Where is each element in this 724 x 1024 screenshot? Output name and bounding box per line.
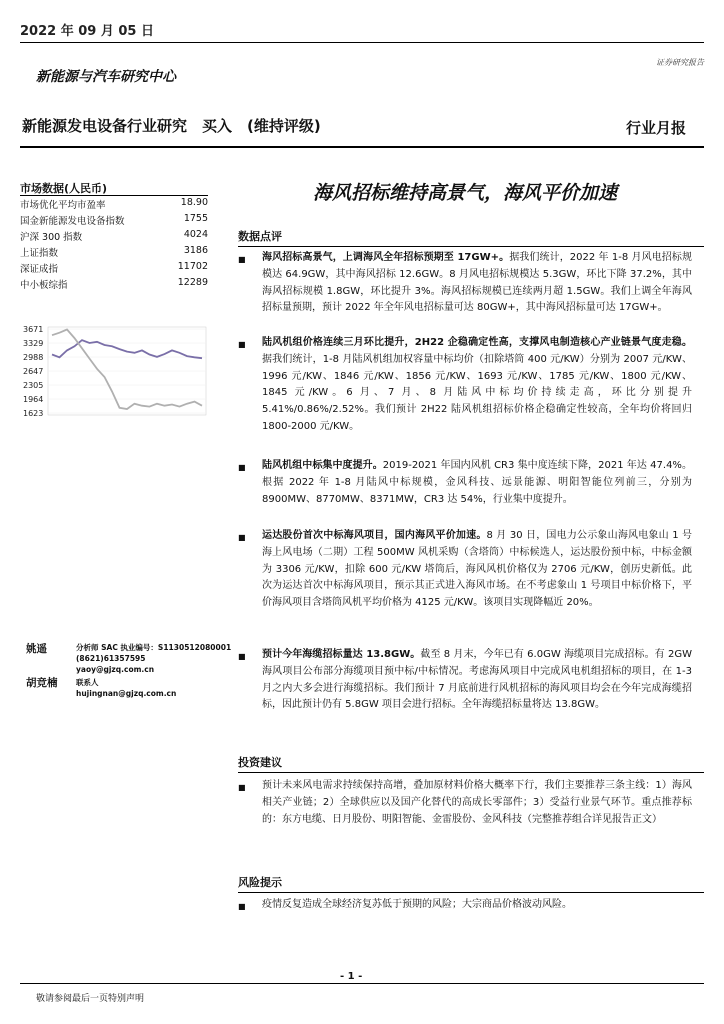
page-number: - 1 - bbox=[340, 971, 363, 982]
header-rule bbox=[20, 146, 704, 148]
section-rule bbox=[238, 246, 704, 247]
analyst-info-line: 联系人 bbox=[76, 678, 99, 687]
index-line-chart bbox=[20, 323, 210, 417]
chart-series bbox=[52, 330, 202, 410]
y-tick-label: 1623 bbox=[23, 409, 44, 417]
paragraph-body: 2019-2021 年国内风机 CR3 集中度连续下降，2021 年达 47.4%。根据 2022 年 1-8 月陆风中标规模，金风科技、远景能源、明阳智能位列前三，分别为 8900MW、8770MW、8371MW，CR3 达 54%，行业集中度提升。 bbox=[262, 460, 692, 505]
y-tick-label: 1964 bbox=[23, 395, 44, 404]
paragraph-lead: 预计今年海缆招标量达 13.8GW。 bbox=[262, 649, 421, 660]
y-tick-label: 2988 bbox=[23, 353, 44, 362]
analyst-info-line: 分析师 SAC 执业编号：S1130512080001 bbox=[76, 643, 232, 652]
market-value: 12289 bbox=[177, 277, 208, 288]
market-label: 深证成指 bbox=[20, 264, 59, 275]
section-heading: 风险提示 bbox=[238, 876, 282, 889]
bullet-square-icon: ■ bbox=[238, 255, 246, 264]
bullet-square-icon: ■ bbox=[238, 533, 246, 542]
paragraph-body: 8 月 30 日，国电力公示象山海风电象山 1 号海上风电场（二期）工程 500MW 风机采购（含塔筒）中标候选人，运达股份预中标，中标金额为 3306 元/KW，扣除 600 元/KW 塔筒后，海风风机价格仅为 2706 元/KW，创历史新低。此次为运达首次中标海风项目，预示其正式进入海风市场。在不考虑象山 1 号项目中标价格下，平价海风项目含塔筒风机平均价格为 4125 元/KW。该项目实现降幅近 20%。 bbox=[262, 530, 693, 609]
bullet-square-icon: ■ bbox=[238, 463, 246, 472]
paragraph bbox=[262, 250, 692, 317]
paragraph bbox=[262, 458, 692, 508]
analyst-info-line: (8621)61357595 bbox=[76, 654, 146, 663]
report-type: 行业月报 bbox=[625, 119, 686, 137]
market-label: 中小板综指 bbox=[20, 280, 68, 291]
footer-rule bbox=[20, 983, 704, 984]
paragraph: 疫情反复造成全球经济复苏低于预期的风险；大宗商品价格波动风险。 bbox=[262, 899, 572, 910]
market-label: 市场优化平均市盈率 bbox=[20, 200, 106, 211]
report-date: 2022 年 09 月 05 日 bbox=[20, 24, 154, 39]
market-row bbox=[20, 277, 208, 293]
paragraph bbox=[262, 335, 692, 436]
market-label: 沪深 300 指数 bbox=[20, 232, 83, 243]
market-label: 国金新能源发电设备指数 bbox=[20, 216, 125, 227]
market-row bbox=[20, 213, 208, 229]
bullet-square-icon: ■ bbox=[238, 783, 246, 792]
y-tick-label: 2647 bbox=[23, 367, 44, 376]
section-rule bbox=[238, 772, 704, 773]
main-title: 海风招标维持高景气，海风平价加速 bbox=[312, 182, 617, 204]
paragraph: 预计未来风电需求持续保持高增，叠加原材料价格大概率下行，我们主要推荐三条主线：1）海风相关产业链；2）全球供应以及国产化替代的高成长零部件；3）受益行业景气环节。重点推荐标的：东方电缆、日月股份、明阳智能、金雷股份、金风科技（完整推荐组合详见报告正文） bbox=[262, 780, 692, 825]
market-value: 3186 bbox=[183, 245, 208, 256]
market-row bbox=[20, 245, 208, 261]
research-center-name: 新能源与汽车研究中心 bbox=[36, 69, 176, 85]
top-rule bbox=[20, 42, 704, 43]
y-tick-labels bbox=[23, 325, 206, 417]
market-row bbox=[20, 197, 208, 213]
market-value: 18.90 bbox=[180, 197, 208, 208]
analyst-info bbox=[76, 642, 231, 675]
paragraph-body: 截至 8 月末，今年已有 6.0GW 海缆项目完成招标。有 2GW 海风项目公布部分海缆项目预中标/中标情况。考虑海风项目中完成风电机组招标的项目，在 1-3 月之内大多会进行海缆招标。我们预计 7 月底前进行风机招标的海风项目均会在今年完成海缆招标，因此预计仍有 5.8GW 项目会进行招标。全年海缆招标量将达 13.8GW。 bbox=[262, 649, 692, 711]
bullet-square-icon: ■ bbox=[238, 340, 246, 349]
analyst-name: 姚遥 bbox=[26, 643, 47, 655]
bullet-square-icon: ■ bbox=[238, 902, 246, 911]
market-label: 上证指数 bbox=[20, 248, 59, 259]
y-tick-label: 2305 bbox=[23, 381, 44, 390]
bullet-square-icon: ■ bbox=[238, 652, 246, 661]
paragraph-body: 据我们统计，2022 年 1-8 月风电招标规模达 64.9GW，其中海风招标 12.6GW。8 月风电招标规模达 5.3GW，环比下降 37.2%，其中海风招标规模 1.8GW，环比提升 3%。海风招标规模已连续两月超 1.5GW。我们上调全年海风招标量预期，预计 2022 年全年风电招标量可达 80GW+，其中海风招标量可达 17GW+。 bbox=[262, 252, 693, 314]
y-tick-label: 3671 bbox=[23, 325, 44, 334]
market-value: 4024 bbox=[183, 229, 208, 240]
market-value: 1755 bbox=[183, 213, 208, 224]
paragraph-lead: 陆风机组价格连续三月环比提升，2H22 企稳确定性高，支撑风电制造核心产业链景气度走稳。 bbox=[262, 337, 692, 348]
market-row bbox=[20, 229, 208, 245]
market-row bbox=[20, 261, 208, 277]
paragraph-body: 据我们统计，1-8 月陆风机组加权容量中标均价（扣除塔筒 400 元/KW）分别为 2007 元/KW、1996 元/KW、1846 元/KW、1856 元/KW、1693 元/KW、1785 元/KW、1800 元/KW、1845 元/KW。6 月、7 月、8 月陆风中标均价持续走高，环比分别提升 5.41%/0.86%/2.52%。我们预计 2H22 陆风机组招标价格企稳确定性较高，全年均价将回归 1800-2000 元/KW。 bbox=[262, 353, 692, 432]
market-data-rule bbox=[20, 195, 208, 196]
paragraph-lead: 海风招标高景气，上调海风全年招标预期至 17GW+。 bbox=[262, 252, 510, 263]
paragraph-lead: 运达股份首次中标海风项目，国内海风平价加速。 bbox=[262, 530, 487, 541]
market-value: 11702 bbox=[177, 261, 208, 272]
series-line bbox=[52, 330, 202, 410]
analyst-name: 胡竞楠 bbox=[26, 677, 58, 689]
section-heading: 数据点评 bbox=[238, 230, 282, 243]
paragraph bbox=[262, 647, 692, 714]
report-tag: 证券研究报告 bbox=[656, 58, 704, 67]
analyst-email: hujingnan@gjzq.com.cn bbox=[76, 689, 177, 698]
section-heading: 投资建议 bbox=[238, 756, 282, 769]
report-title: 新能源发电设备行业研究 买入 (维持评级) bbox=[22, 117, 321, 135]
paragraph-lead: 陆风机组中标集中度提升。 bbox=[262, 460, 383, 471]
section-rule bbox=[238, 892, 704, 893]
footer-disclaimer: 敬请参阅最后一页特别声明 bbox=[36, 994, 145, 1004]
market-data-heading: 市场数据(人民币) bbox=[20, 182, 108, 195]
paragraph bbox=[262, 528, 692, 612]
analyst-info bbox=[76, 677, 176, 699]
analyst-email: yaoy@gjzq.com.cn bbox=[76, 665, 155, 674]
y-tick-label: 3329 bbox=[23, 339, 44, 348]
